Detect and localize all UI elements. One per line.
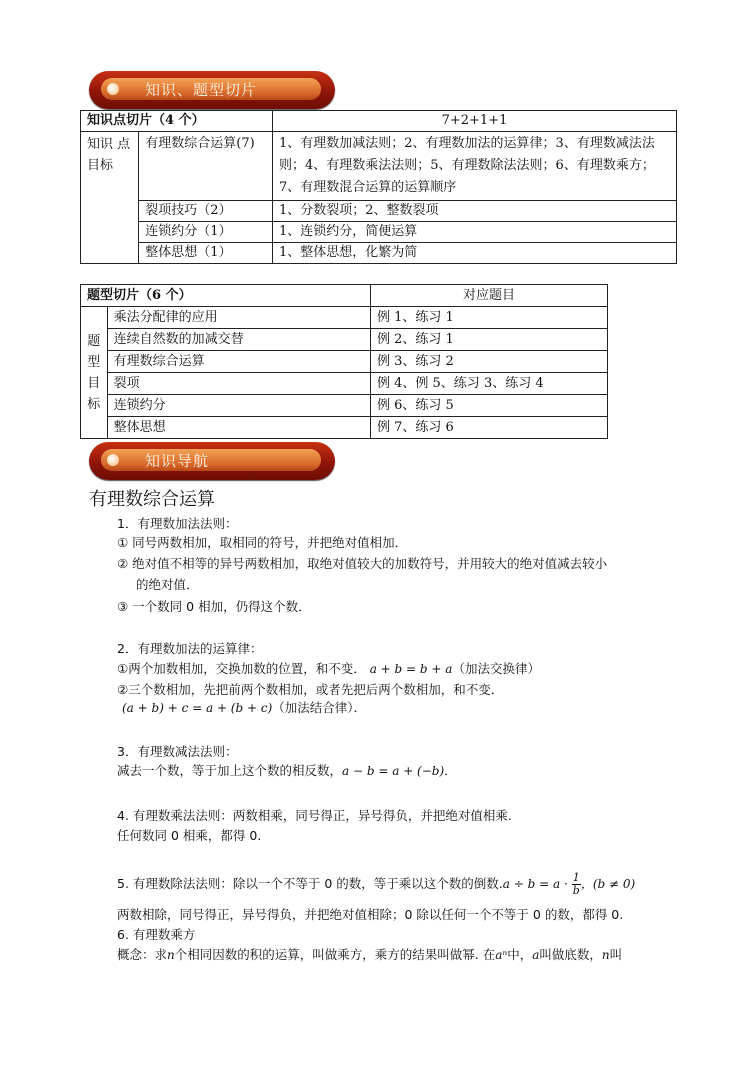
- table-cell: 例 3、练习 2: [371, 351, 608, 373]
- table-cell: 裂项技巧（2）: [139, 201, 273, 222]
- table-cell: 1、整体思想，化繁为简: [273, 243, 677, 264]
- table-cell: 有理数综合运算(7): [139, 132, 273, 201]
- rule-note: （加法结合律）．: [272, 700, 367, 715]
- header-cell: 7+2+1+1: [273, 111, 677, 132]
- table-row: [81, 395, 608, 417]
- rule-item: ② 绝对值不相等的异号两数相加，取绝对值较大的加数符号，并用较大的绝对值减去较小: [117, 556, 608, 571]
- variable: aⁿ: [495, 948, 508, 962]
- table-row: [81, 417, 608, 439]
- formula: a − b = a + (−b): [342, 764, 445, 778]
- table-cell: 连续自然数的加减交替: [107, 329, 370, 351]
- rule-heading: 3．有理数减法法则：: [117, 744, 238, 759]
- table-row: [81, 329, 608, 351]
- table-cell: 1、有理数加减法则；2、有理数加法的运算律；3、有理数减法法则；4、有理数乘法法则；5、有理数除法法则；6、有理数乘方；7、有理数混合运算的运算顺序: [273, 132, 677, 201]
- rule-text: 叫: [609, 947, 623, 962]
- rule-text: 概念：求: [117, 947, 168, 962]
- banner-title: 知识、题型切片: [145, 81, 258, 99]
- table-header-row: [81, 111, 677, 132]
- table-row: [81, 373, 608, 395]
- table-cell: 例 6、练习 5: [371, 395, 608, 417]
- banner-title: 知识导航: [145, 452, 210, 470]
- problem-type-table: [80, 284, 608, 439]
- table-cell: 乘法分配律的应用: [107, 307, 370, 329]
- rule-item: 任何数同 0 相乘，都得 0.: [117, 828, 262, 843]
- table-cell: 整体思想（1）: [139, 243, 273, 264]
- section-banner-knowledge-navigation: [89, 442, 335, 480]
- variable: a: [532, 948, 540, 962]
- table-cell: 例 4、例 5、练习 3、练习 4: [371, 373, 608, 395]
- header-cell: 对应题目: [371, 285, 608, 307]
- rule-text: ①两个加数相加，交换加数的位置，和不变．: [117, 661, 366, 676]
- table-row: [81, 201, 677, 222]
- table-cell: 1、分数裂项；2、整数裂项: [273, 201, 677, 222]
- formula: (a + b) + c = a + (b + c): [122, 701, 273, 715]
- row-group-label: 知识 点 目标: [81, 132, 139, 264]
- rule-item: [117, 659, 540, 677]
- rule-heading: 6. 有理数乘方: [117, 927, 196, 942]
- rule-text: 叫做底数，: [539, 947, 602, 962]
- rule-item: ②三个数相加，先把前两个数相加，或者先把后两个数相加，和不变．: [117, 682, 504, 697]
- header-cell: 题型切片（6 个）: [81, 285, 371, 307]
- section-banner-knowledge-slices: [89, 71, 335, 109]
- table-cell: 整体思想: [107, 417, 370, 439]
- table-row: [81, 307, 608, 329]
- variable: n: [167, 948, 175, 962]
- rule-item: 两数相除，同号得正，异号得负，并把绝对值相除；0 除以任何一个不等于 0 的数，都得 0.: [117, 907, 624, 922]
- table-cell: 例 2、练习 1: [371, 329, 608, 351]
- knowledge-point-table: [80, 110, 677, 264]
- table-cell: 连锁约分（1）: [139, 222, 273, 243]
- table-cell: 裂项: [107, 373, 370, 395]
- rule-heading: [117, 872, 635, 897]
- rule-item: [117, 761, 457, 779]
- fraction: [572, 872, 581, 897]
- table-row: [81, 243, 677, 264]
- rule-heading: 2．有理数加法的运算律：: [117, 641, 263, 656]
- rule-text: 减去一个数，等于加上这个数的相反数，: [117, 763, 343, 778]
- rule-heading: 1．有理数加法法则：: [117, 516, 238, 531]
- rule-text: ．: [444, 763, 457, 778]
- rule-item: [122, 698, 366, 716]
- table-row: [81, 132, 677, 201]
- condition: ，(b ≠ 0): [580, 877, 636, 891]
- rule-item: ① 同号两数相加，取相同的符号，并把绝对值相加．: [117, 535, 408, 550]
- section-title: 有理数综合运算: [89, 489, 215, 510]
- numerator: 1: [572, 871, 580, 884]
- table-row: [81, 222, 677, 243]
- table-cell: 连锁约分: [107, 395, 370, 417]
- rule-text: 个相同因数的积的运算，叫做乘方，乘方的结果叫做幂. 在: [174, 947, 496, 962]
- header-cell: 知识点切片（4 个）: [81, 111, 273, 132]
- row-group-label: 题 型 目 标: [81, 307, 108, 439]
- rule-text: 中，: [507, 947, 533, 962]
- rule-item-continued: 的绝对值．: [136, 577, 199, 592]
- rule-note: （加法交换律）: [452, 661, 540, 676]
- rule-text: 5. 有理数除法法则：除以一个不等于 0 的数，等于乘以这个数的倒数.: [117, 876, 503, 891]
- table-cell: 例 1、练习 1: [371, 307, 608, 329]
- bullet-icon: [107, 454, 119, 466]
- rule-item: ③ 一个数同 0 相加，仍得这个数．: [117, 599, 311, 614]
- variable: n: [601, 948, 610, 962]
- table-row: [81, 351, 608, 373]
- denominator: b: [572, 884, 580, 897]
- rule-heading: 4. 有理数乘法法则：两数相乘，同号得正，异号得负，并把绝对值相乘.: [117, 808, 512, 823]
- rule-item: [117, 945, 622, 963]
- table-cell: 1、连锁约分，简便运算: [273, 222, 677, 243]
- table-header-row: [81, 285, 608, 307]
- table-cell: 例 7、练习 6: [371, 417, 608, 439]
- bullet-icon: [107, 83, 119, 95]
- formula: a + b = b + a: [369, 662, 453, 676]
- table-cell: 有理数综合运算: [107, 351, 370, 373]
- formula: a ÷ b = a ·: [502, 877, 568, 891]
